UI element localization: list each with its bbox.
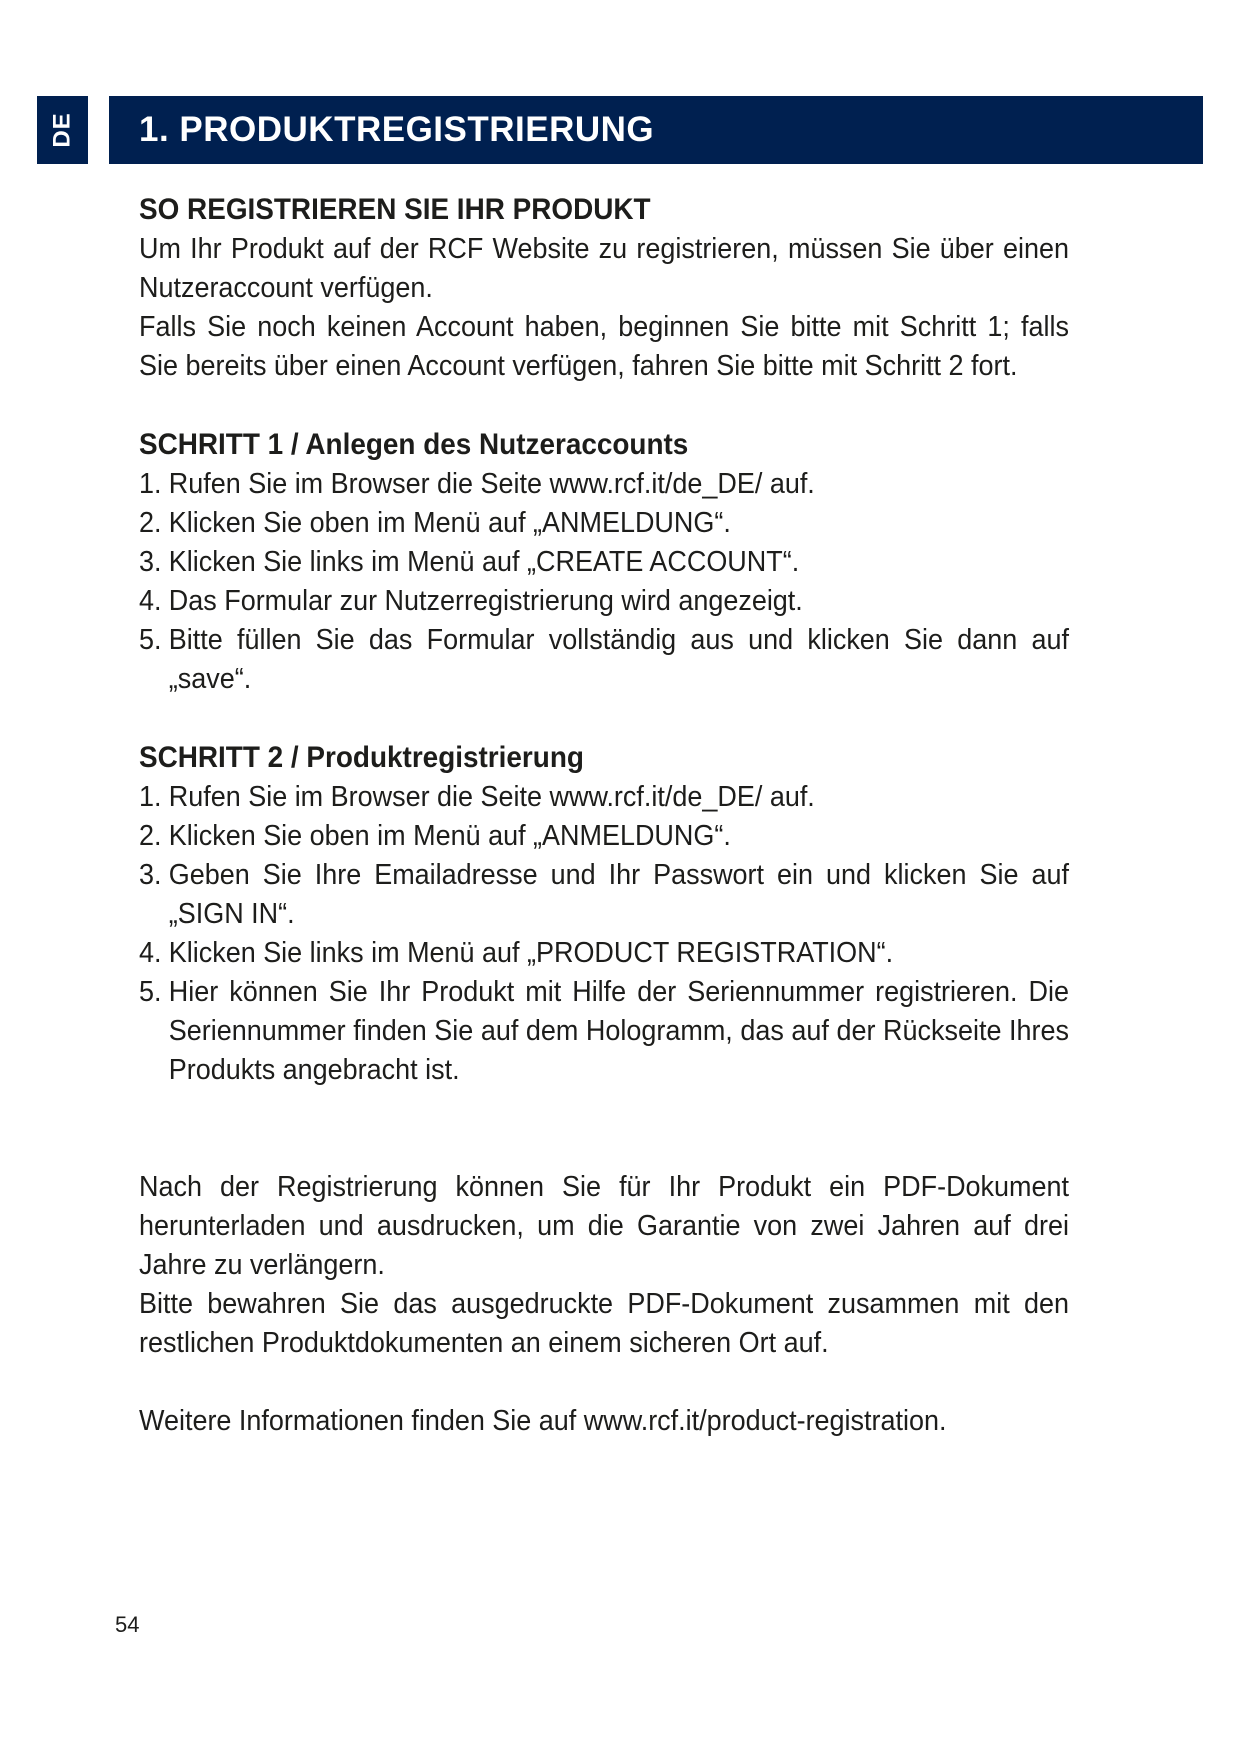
list-item-number: 3. [139, 546, 162, 578]
list-item [139, 778, 1069, 817]
list-item [139, 856, 1069, 934]
list-item-number: 4. [139, 937, 162, 969]
list-item [139, 465, 1069, 504]
list-item-text: Klicken Sie oben im Menü auf „ANMELDUNG“. [168, 507, 731, 539]
list-item-number: 1. [139, 468, 162, 500]
list-item-number: 2. [139, 507, 162, 539]
list-item-number: 3. [139, 859, 162, 891]
list-item [139, 817, 1069, 856]
intro-paragraph-1: Um Ihr Produkt auf der RCF Website zu registrieren, müssen Sie über einen Nutzeraccount verfügen. [139, 233, 1069, 304]
list-item [139, 504, 1069, 543]
more-info-text: Weitere Informationen finden Sie auf www.rcf.it/product-registration. [139, 1405, 947, 1437]
list-item-number: 5. [139, 976, 162, 1008]
section-header-bar [109, 96, 1203, 164]
list-item-number: 4. [139, 585, 162, 617]
list-item-text: Bitte füllen Sie das Formular vollständig aus und klicken Sie dann auf „save“. [168, 624, 1069, 695]
list-item [139, 934, 1069, 973]
intro-paragraph-2: Falls Sie noch keinen Account haben, beginnen Sie bitte mit Schritt 1; falls Sie bereits über einen Account verfügen, fahren Sie bitte mit Schritt 2 fort. [139, 311, 1069, 382]
list-item-number: 2. [139, 820, 162, 852]
intro-heading: SO REGISTRIEREN SIE IHR PRODUKT [139, 193, 651, 226]
list-item-text: Rufen Sie im Browser die Seite www.rcf.it/de_DE/ auf. [168, 781, 815, 813]
list-item-text: Hier können Sie Ihr Produkt mit Hilfe der Seriennummer registrieren. Die Seriennummer finden Sie auf dem Hologramm, das auf der Rückseite Ihres Produkts angebracht ist. [168, 976, 1069, 1086]
list-item [139, 973, 1069, 1090]
list-item-text: Das Formular zur Nutzerregistrierung wird angezeigt. [168, 585, 803, 617]
section-title: 1. PRODUKTREGISTRIERUNG [139, 110, 655, 149]
page-number: 54 [115, 1612, 140, 1637]
closing-paragraph-1: Nach der Registrierung können Sie für Ihr Produkt ein PDF-Dokument herunterladen und ausdrucken, um die Garantie von zwei Jahren auf drei Jahre zu verlängern. [139, 1171, 1069, 1281]
list-item [139, 543, 1069, 582]
language-tab [37, 96, 88, 164]
list-item [139, 582, 1069, 621]
list-item-number: 5. [139, 624, 162, 656]
list-item-number: 1. [139, 781, 162, 813]
list-item-text: Klicken Sie links im Menü auf „PRODUCT REGISTRATION“. [168, 937, 894, 969]
list-item-text: Klicken Sie oben im Menü auf „ANMELDUNG“. [168, 820, 731, 852]
step1-list [139, 465, 1069, 699]
language-tab-label: DE [48, 112, 76, 148]
list-item-text: Klicken Sie links im Menü auf „CREATE ACCOUNT“. [168, 546, 800, 578]
step2-list [139, 778, 1069, 1090]
page-content [139, 190, 1069, 1441]
list-item-text: Geben Sie Ihre Emailadresse und Ihr Passwort ein und klicken Sie auf „SIGN IN“. [168, 859, 1069, 930]
list-item-text: Rufen Sie im Browser die Seite www.rcf.it/de_DE/ auf. [168, 468, 815, 500]
step1-heading: SCHRITT 1 / Anlegen des Nutzeraccounts [139, 428, 689, 461]
step2-heading: SCHRITT 2 / Produktregistrierung [139, 741, 584, 774]
closing-paragraph-2: Bitte bewahren Sie das ausgedruckte PDF-Dokument zusammen mit den restlichen Produktdokumenten an einem sicheren Ort auf. [139, 1288, 1069, 1359]
list-item [139, 621, 1069, 699]
